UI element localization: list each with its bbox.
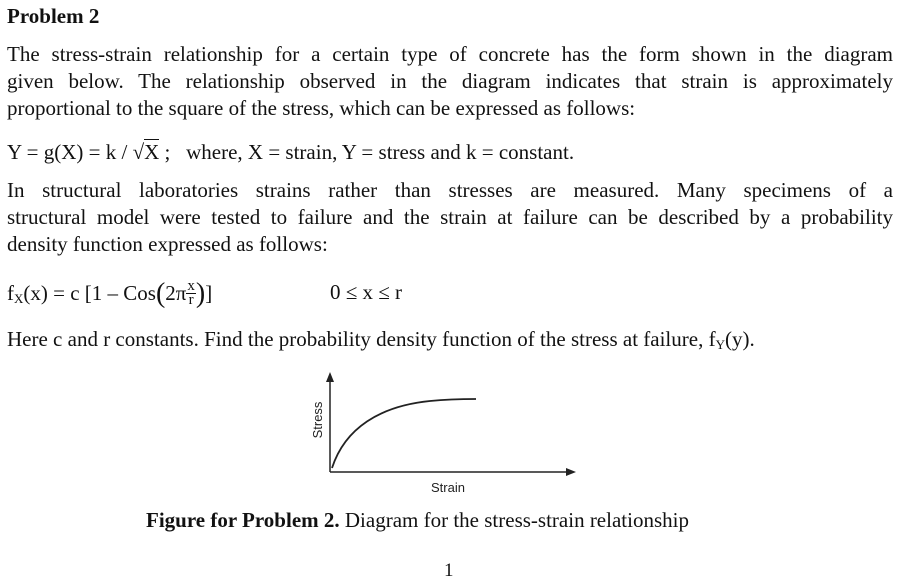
- problem-heading: Problem 2: [7, 4, 100, 28]
- x-axis-arrow-icon: [566, 468, 576, 476]
- paragraph-3-end: (y).: [724, 327, 755, 351]
- equation-1-semicolon: ;: [159, 140, 176, 164]
- figure-caption-text: Diagram for the stress-strain relationship: [339, 508, 689, 532]
- figure-caption: [146, 508, 689, 533]
- x-axis-label: Strain: [431, 480, 465, 495]
- paragraph-3-subscript: Y: [715, 337, 725, 352]
- paragraph-3-text: Here c and r constants. Find the probability density function of the stress at failure, f: [7, 327, 716, 351]
- pdf-argument: (x) = c [1 – Cos: [23, 281, 156, 305]
- stress-strain-curve: [332, 399, 476, 468]
- equation-pdf: [7, 277, 403, 309]
- pdf-fraction-numerator: x: [187, 277, 195, 294]
- sqrt-symbol: √: [132, 140, 145, 164]
- pdf-fraction-denominator: r: [188, 291, 194, 308]
- paragraph-2-line-2: structural model were tested to failure and the strain at failure can be described by a probability: [7, 205, 893, 229]
- pdf-coefficient: 2π: [165, 281, 187, 305]
- paragraph-1-line-2: given below. The relationship observed in the diagram indicates that strain is approximately: [7, 69, 893, 93]
- paragraph-3: [7, 326, 755, 355]
- pdf-subscript: X: [14, 291, 24, 306]
- paragraph-2-line-1: In structural laboratories strains rather than stresses are measured. Many specimens of a: [7, 178, 893, 202]
- equation-stress-strain: [7, 139, 574, 165]
- pdf-open-paren: (: [155, 278, 166, 309]
- stress-strain-diagram: [300, 368, 590, 500]
- figure-caption-bold: Figure for Problem 2.: [146, 508, 340, 532]
- equation-1-radicand: X: [144, 140, 160, 164]
- equation-1-lhs: Y = g(X) = k /: [7, 140, 133, 164]
- paragraph-2-line-3: density function expressed as follows:: [7, 232, 328, 256]
- equation-1-definition: where, X = strain, Y = stress and k = constant.: [186, 140, 575, 164]
- pdf-end-bracket: ]: [205, 281, 213, 305]
- paragraph-1-line-3: proportional to the square of the stress, which can be expressed as follows:: [7, 96, 636, 120]
- page-number: 1: [444, 560, 454, 581]
- pdf-f: f: [7, 281, 14, 305]
- y-axis-arrow-icon: [326, 372, 334, 382]
- paragraph-1-line-1: The stress-strain relationship for a certain type of concrete has the form shown in the diagram: [7, 42, 893, 66]
- pdf-range: 0 ≤ x ≤ r: [330, 280, 403, 304]
- y-axis-label: Stress: [310, 401, 325, 439]
- pdf-fraction: [186, 277, 196, 308]
- pdf-close-paren: ): [195, 278, 206, 309]
